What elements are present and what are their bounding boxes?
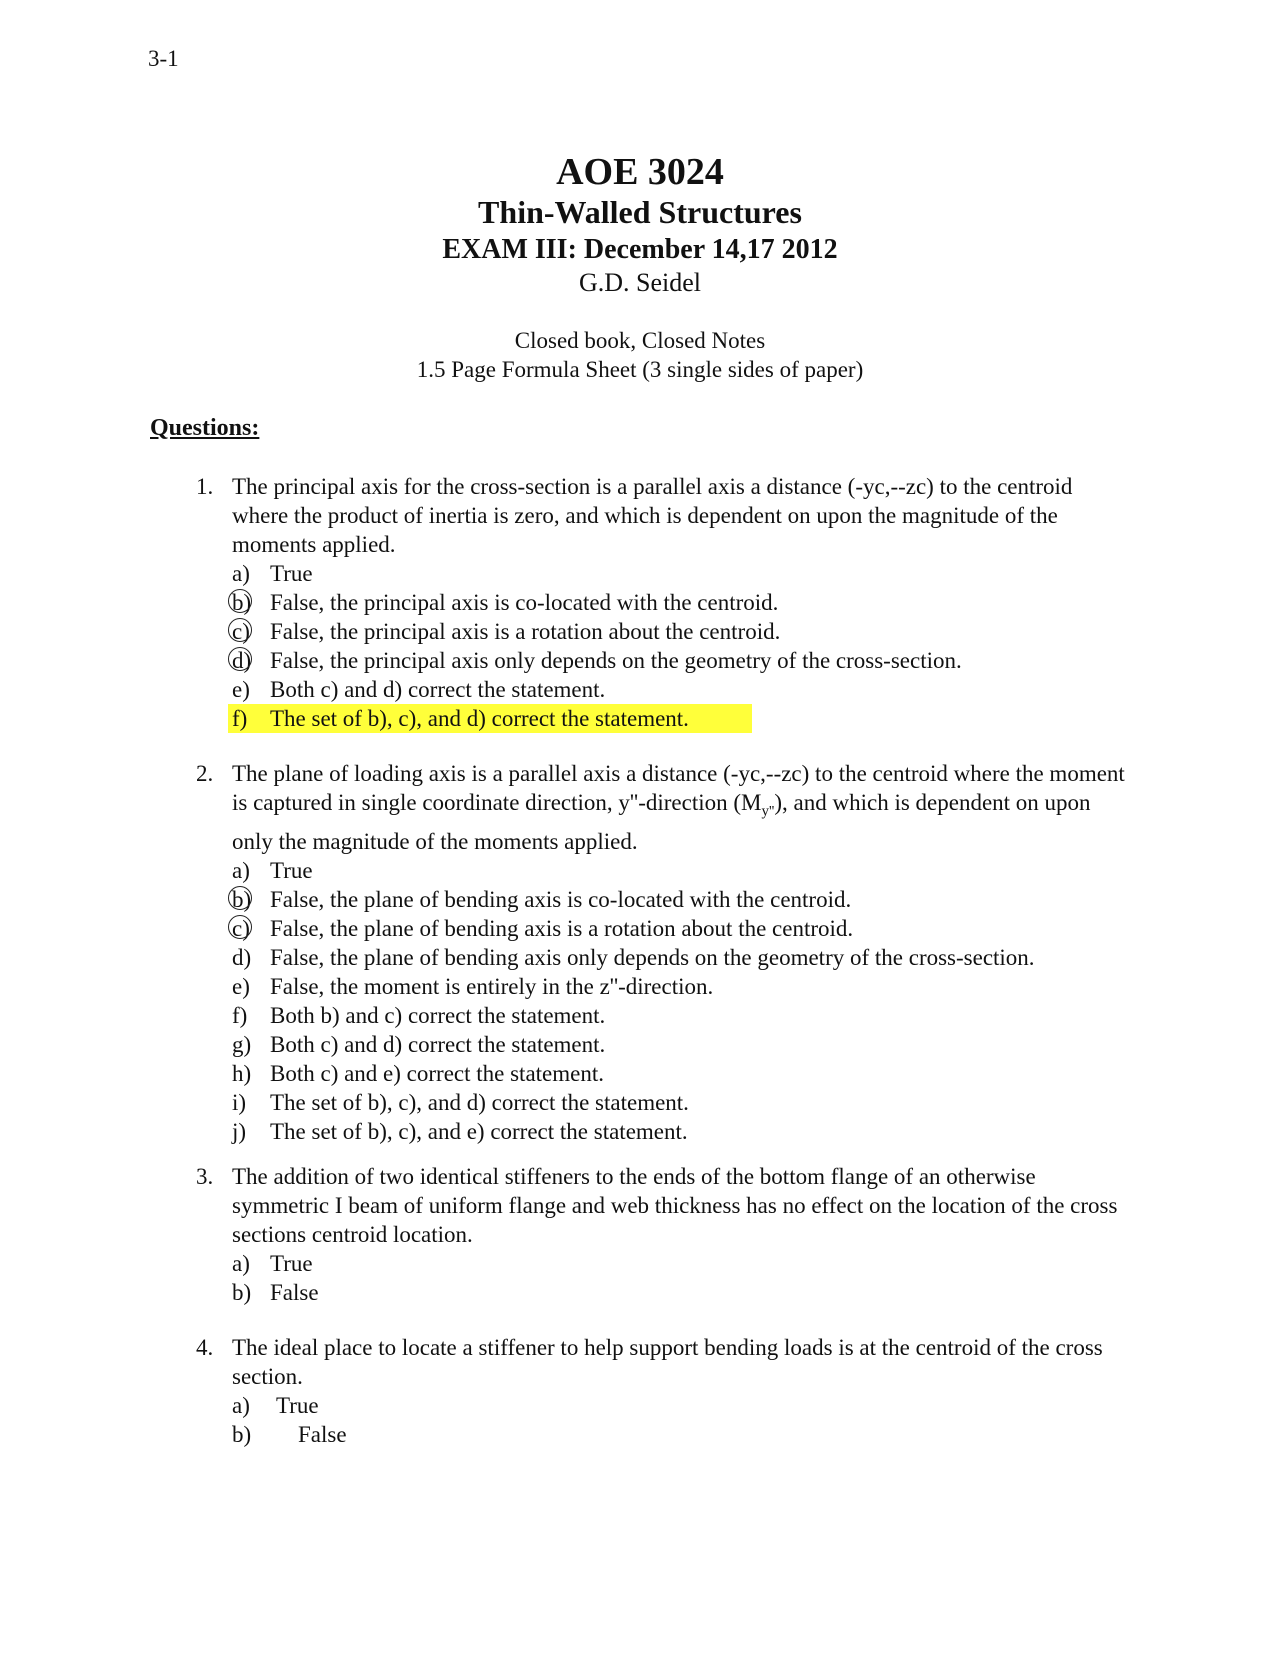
question-stem bbox=[196, 472, 1126, 559]
option-e bbox=[232, 675, 1126, 704]
option-text: False, the plane of bending axis is co-located with the centroid. bbox=[270, 886, 852, 912]
question-number: 2. bbox=[196, 761, 214, 786]
option-text: True bbox=[270, 1251, 313, 1276]
option-g bbox=[232, 1030, 1126, 1059]
option-text: False bbox=[270, 1280, 319, 1305]
option-text: True bbox=[270, 857, 313, 883]
exam-title: EXAM III: December 14,17 2012 bbox=[442, 234, 838, 265]
option-label: c) bbox=[232, 617, 270, 646]
questions-heading: Questions: bbox=[150, 415, 260, 441]
option-b-circled bbox=[232, 885, 1126, 914]
option-text: False bbox=[298, 1422, 347, 1447]
option-label: h) bbox=[232, 1060, 252, 1086]
option-label: a) bbox=[232, 1393, 250, 1418]
option-label: b) bbox=[232, 588, 270, 617]
option-label: d) bbox=[232, 944, 252, 970]
option-b-circled bbox=[232, 588, 1126, 617]
option-label: j) bbox=[232, 1118, 247, 1144]
question-text: The ideal place to locate a stiffener to help support bending loads is at the centroid of the cross section. bbox=[232, 1335, 1103, 1389]
option-text: False, the plane of bending axis is a rotation about the centroid. bbox=[270, 915, 854, 941]
option-label: d) bbox=[232, 646, 270, 675]
option-text: The set of b), c), and d) correct the statement. bbox=[270, 706, 689, 731]
option-text: False, the principal axis is co-located with the centroid. bbox=[270, 590, 779, 615]
course-subtitle: Thin-Walled Structures bbox=[478, 194, 802, 230]
option-c-circled bbox=[232, 617, 1126, 646]
option-text: False, the principal axis is a rotation about the centroid. bbox=[270, 619, 781, 644]
option-a bbox=[232, 1391, 1126, 1420]
option-text: False, the principal axis only depends on the geometry of the cross-section. bbox=[270, 648, 962, 673]
option-label: a) bbox=[232, 857, 250, 883]
option-d bbox=[232, 943, 1126, 972]
question-text-part2: ), and which is dependent on upon only the magnitude of the moments applied. bbox=[232, 790, 1091, 854]
option-label: e) bbox=[232, 677, 250, 702]
question-number: 3. bbox=[196, 1164, 214, 1189]
question-text-part1: The plane of loading axis is a parallel axis a distance (-yc,--zc) to the centroid where the moment is captured in single coordinate direction, y''-direction (M bbox=[232, 761, 1125, 815]
option-label: c) bbox=[232, 914, 270, 943]
option-text: Both b) and c) correct the statement. bbox=[270, 1002, 606, 1028]
option-text: False, the plane of bending axis only depends on the geometry of the cross-section. bbox=[270, 944, 1035, 970]
question-2 bbox=[196, 759, 1126, 1146]
option-i bbox=[232, 1088, 1126, 1117]
option-label: b) bbox=[232, 885, 270, 914]
moment-subscript: y'' bbox=[761, 803, 775, 820]
option-h bbox=[232, 1059, 1126, 1088]
option-text: Both c) and d) correct the statement. bbox=[270, 677, 606, 702]
option-text: The set of b), c), and e) correct the statement. bbox=[270, 1118, 688, 1144]
option-c-circled bbox=[232, 914, 1126, 943]
option-text: The set of b), c), and d) correct the statement. bbox=[270, 1089, 689, 1115]
option-a bbox=[232, 856, 1126, 885]
option-text: True bbox=[276, 1393, 319, 1418]
question-number: 1. bbox=[196, 474, 214, 499]
option-text: False, the moment is entirely in the z''-direction. bbox=[270, 973, 714, 999]
option-label: b) bbox=[232, 1422, 252, 1447]
option-f-highlighted bbox=[228, 704, 752, 733]
question-text bbox=[232, 759, 1126, 856]
question-1 bbox=[196, 472, 1126, 733]
course-title: AOE 3024 bbox=[556, 151, 724, 193]
question-stem bbox=[196, 1333, 1126, 1391]
option-e bbox=[232, 972, 1126, 1001]
question-stem bbox=[196, 1162, 1126, 1249]
option-a bbox=[232, 559, 1126, 588]
option-a bbox=[232, 1249, 1126, 1278]
option-b bbox=[232, 1420, 1126, 1449]
question-number: 4. bbox=[196, 1335, 214, 1360]
question-text: The principal axis for the cross-section is a parallel axis a distance (-yc,--zc) to the centroid where the product of inertia is zero, and which is dependent on upon the magnitude of the moments applied. bbox=[232, 474, 1073, 557]
option-label: f) bbox=[232, 706, 248, 731]
option-f bbox=[232, 1001, 1126, 1030]
option-label: e) bbox=[232, 973, 250, 999]
option-b bbox=[232, 1278, 1126, 1307]
option-label: i) bbox=[232, 1089, 247, 1115]
option-text: Both c) and e) correct the statement. bbox=[270, 1060, 604, 1086]
option-label: g) bbox=[232, 1031, 252, 1057]
question-text: The addition of two identical stiffeners to the ends of the bottom flange of an otherwise symmetric I beam of uniform flange and web thickness has no effect on the location of the cross sections centroid location. bbox=[232, 1164, 1118, 1247]
question-4 bbox=[196, 1333, 1126, 1449]
option-text: Both c) and d) correct the statement. bbox=[270, 1031, 606, 1057]
option-text: True bbox=[270, 561, 313, 586]
option-label: a) bbox=[232, 561, 250, 586]
instructor-name: G.D. Seidel bbox=[578, 268, 702, 297]
option-j bbox=[232, 1117, 1126, 1146]
option-label: b) bbox=[232, 1280, 252, 1305]
exam-rule-formula-sheet: 1.5 Page Formula Sheet (3 single sides of paper) bbox=[416, 357, 864, 382]
exam-rule-closed-book: Closed book, Closed Notes bbox=[514, 328, 766, 353]
option-d-circled bbox=[232, 646, 1126, 675]
question-3 bbox=[196, 1162, 1126, 1307]
question-stem bbox=[196, 759, 1126, 856]
page-number: 3-1 bbox=[148, 46, 179, 71]
option-label: f) bbox=[232, 1002, 248, 1028]
option-label: a) bbox=[232, 1251, 250, 1276]
